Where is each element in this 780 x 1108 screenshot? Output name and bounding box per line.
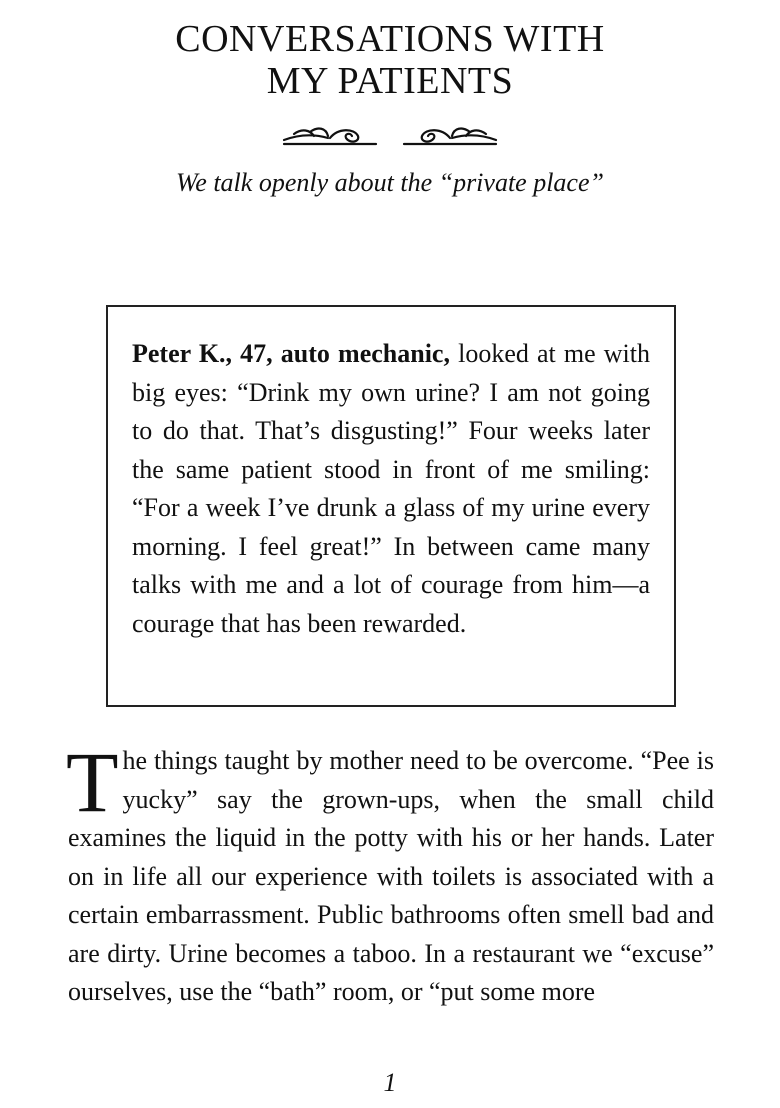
flourish-ornament-icon: [280, 122, 500, 152]
title-line-2: MY PATIENTS: [266, 60, 514, 102]
page-number: 1: [383, 1068, 397, 1097]
drop-cap: T: [66, 734, 119, 830]
body-paragraph: [66, 734, 714, 1012]
testimonial-box: [106, 305, 676, 707]
testimonial-paragraph: [132, 335, 650, 643]
body-text: he things taught by mother need to be overcome. “Pee is yucky” say the grown-ups, when the small child examines the liquid in the potty with his or her hands. Later on in life all our experience with toilets is associated with a certain embarrassment. Public bathrooms often smell bad and are dirty. Urine becomes a taboo. In a restaurant we “excuse” ourselves, use the “bath” room, or “put some more: [68, 746, 714, 1006]
subtitle: We talk openly about the “private place”: [176, 168, 604, 197]
page-title: [0, 18, 780, 102]
title-line-1: CONVERSATIONS WITH: [175, 18, 605, 60]
testimonial-lead: Peter K., 47, auto mechanic,: [132, 339, 450, 368]
testimonial-text: looked at me with big eyes: “Drink my own urine? I am not going to do that. That’s disgusting!” Four weeks later the same patient stood in front of me smiling: “For a week I’ve drunk a glass of my urine every morning. I feel great!” In between came many talks with me and a lot of courage from him—a courage that has been rewarded.: [132, 339, 650, 638]
